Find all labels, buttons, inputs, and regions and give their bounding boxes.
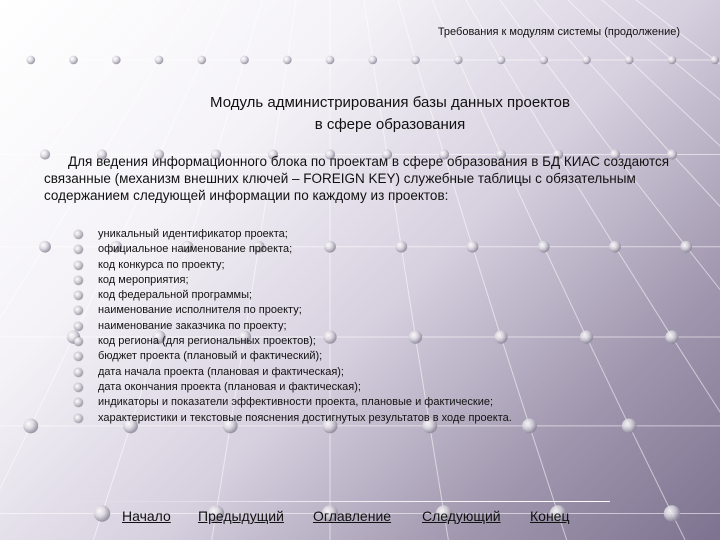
list-item	[72, 380, 692, 395]
grid-node	[69, 56, 78, 65]
grid-node	[539, 56, 548, 65]
grid-node	[710, 56, 719, 65]
grid-node	[240, 56, 249, 65]
header-title: Требования к модулям системы (продолжение)	[437, 26, 680, 38]
list-item	[72, 273, 692, 288]
list-item	[72, 242, 692, 257]
nav-start-link[interactable]: Начало	[122, 508, 171, 524]
grid-node	[26, 56, 35, 65]
grid-node	[582, 56, 591, 65]
list-item	[72, 395, 692, 410]
sphere-bullet-icon	[74, 383, 83, 392]
sphere-bullet-icon	[74, 322, 83, 331]
grid-node	[497, 56, 506, 65]
list-item	[72, 334, 692, 349]
list-item-text: индикаторы и показатели эффективности проекта, плановые и фактические;	[98, 396, 494, 409]
grid-node	[664, 505, 680, 521]
sphere-bullet-icon	[74, 398, 83, 407]
list-item	[72, 349, 692, 364]
sphere-bullet-icon	[74, 368, 83, 377]
grid-node	[625, 56, 634, 65]
grid-node	[454, 56, 463, 65]
list-item-text: дата окончания проекта (плановая и фактическая);	[98, 380, 361, 393]
page-title-line2: в сфере образования	[314, 116, 466, 133]
list-item-text: наименование исполнителя по проекту;	[98, 304, 302, 317]
nav-contents-link[interactable]: Оглавление	[313, 508, 392, 524]
list-item-text: код конкурса по проекту;	[98, 258, 225, 271]
list-item	[72, 288, 692, 303]
sphere-bullet-icon	[74, 306, 83, 315]
nav-end-link[interactable]: Конец	[530, 508, 570, 524]
grid-node	[326, 56, 335, 65]
sphere-bullet-icon	[74, 245, 83, 254]
sphere-bullet-icon	[74, 352, 83, 361]
sphere-bullet-icon	[74, 291, 83, 300]
list-item-text: наименование заказчика по проекту;	[98, 319, 287, 332]
nav-divider	[50, 501, 610, 502]
list-item-text: код региона (для региональных проектов);	[98, 335, 316, 348]
page-title-line1: Модуль администрирования базы данных проектов	[210, 94, 570, 111]
grid-node	[411, 56, 420, 65]
grid-node	[197, 56, 206, 65]
list-item-text: официальное наименование проекта;	[98, 243, 293, 256]
sphere-bullet-icon	[74, 261, 83, 270]
grid-node	[155, 56, 164, 65]
nav-next-link[interactable]: Следующий	[422, 508, 501, 524]
requirements-list	[72, 227, 692, 426]
list-item-text: дата начала проекта (плановая и фактическая);	[98, 365, 344, 378]
grid-node	[23, 418, 38, 433]
list-item	[72, 411, 692, 426]
intro-paragraph: Для ведения информационного блока по проектам в сфере образования в БД КИАС создаются связанные (механизм внешних ключей – FOREIGN KEY) служебные таблицы с обязательным содержанием следующей информации по каждому из проектов:	[44, 154, 670, 203]
sphere-bullet-icon	[74, 230, 83, 239]
grid-node	[283, 56, 292, 65]
list-item	[72, 319, 692, 334]
grid-node	[94, 505, 110, 521]
list-item-text: характеристики и текстовые пояснения достигнутых результатов в ходе проекта.	[98, 411, 512, 424]
list-item-text: код мероприятия;	[98, 273, 189, 286]
sphere-bullet-icon	[74, 276, 83, 285]
list-item-text: бюджет проекта (плановый и фактический);	[98, 350, 323, 363]
list-item-text: код федеральной программы;	[98, 289, 253, 302]
grid-node	[112, 56, 121, 65]
list-item	[72, 227, 692, 242]
grid-node	[668, 56, 677, 65]
grid-node	[39, 241, 51, 253]
list-item	[72, 303, 692, 318]
sphere-bullet-icon	[74, 337, 83, 346]
list-item	[72, 258, 692, 273]
sphere-bullet-icon	[74, 414, 83, 423]
list-item	[72, 365, 692, 380]
list-item-text: уникальный идентификатор проекта;	[98, 228, 288, 240]
nav-previous-link[interactable]: Предыдущий	[198, 508, 284, 524]
grid-node	[368, 56, 377, 65]
